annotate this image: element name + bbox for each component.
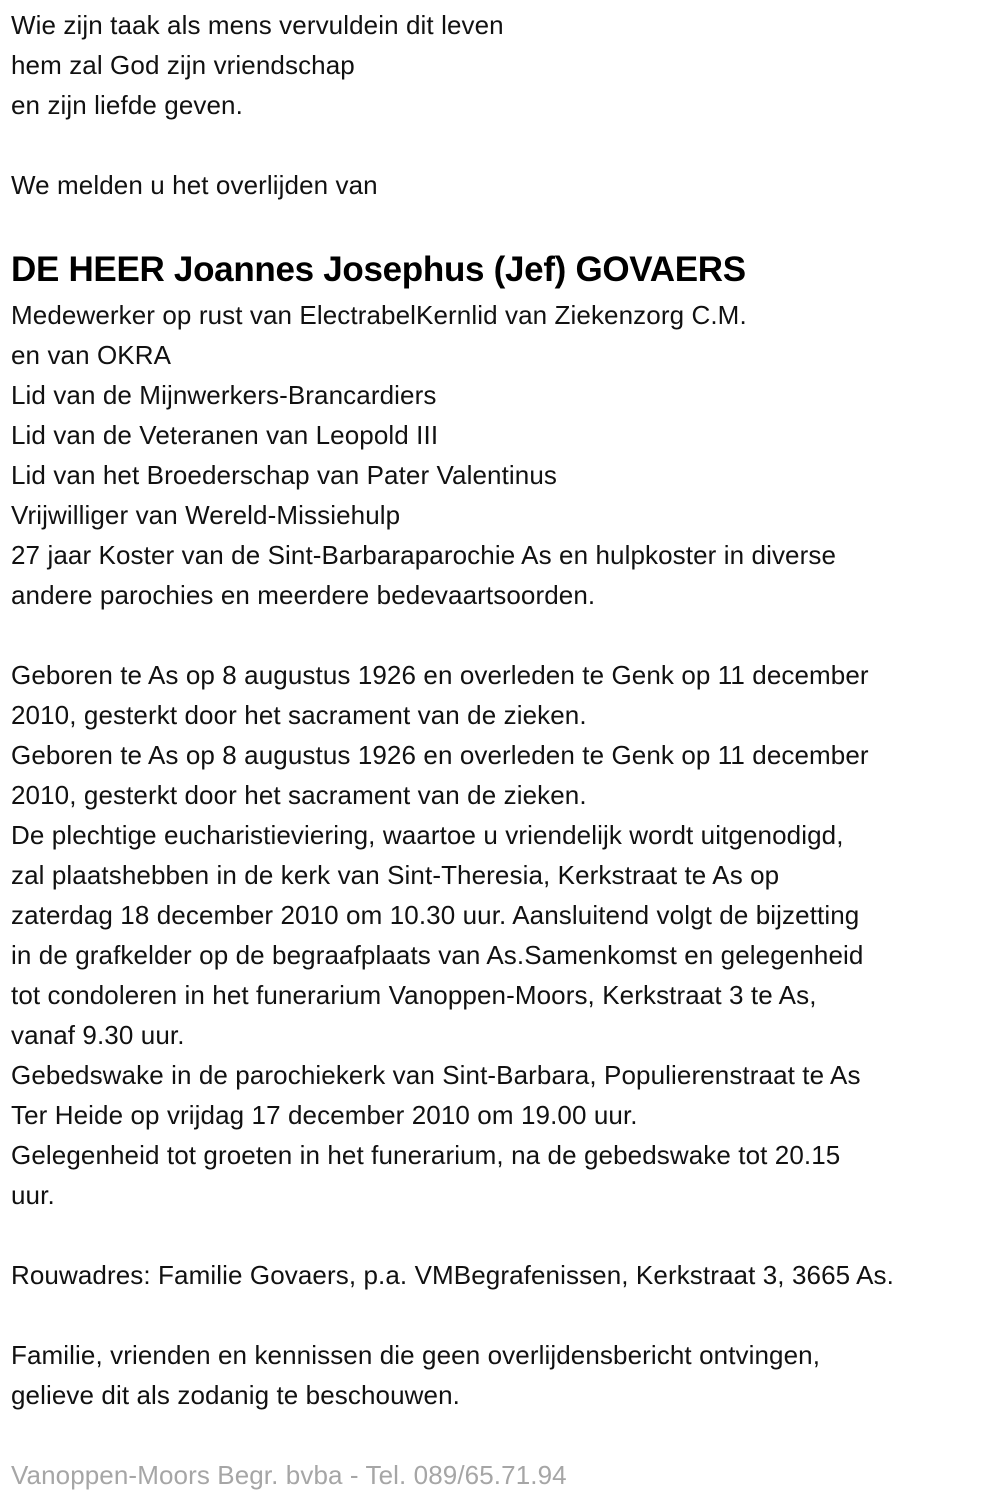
detail-line: Geboren te As op 8 augustus 1926 en overleden te Genk op 11 december [11, 740, 869, 770]
spacer [11, 1415, 996, 1455]
closing [11, 1335, 996, 1415]
role-line: Lid van het Broederschap van Pater Valentinus [11, 460, 558, 490]
spacer [11, 615, 996, 655]
detail-line: Gelegenheid tot groeten in het funerarium, na de gebedswake tot 20.15 [11, 1140, 841, 1170]
spacer [11, 205, 996, 245]
role-line: Vrijwilliger van Wereld-Missiehulp [11, 500, 401, 530]
mourning-address: Rouwadres: Familie Govaers, p.a. VMBegrafenissen, Kerkstraat 3, 3665 As. [11, 1260, 894, 1290]
role-line: Lid van de Veteranen van Leopold III [11, 420, 439, 450]
detail-line: 2010, gesterkt door het sacrament van de zieken. [11, 780, 587, 810]
detail-line: vanaf 9.30 uur. [11, 1020, 185, 1050]
intro-text: We melden u het overlijden van [11, 170, 378, 200]
detail-line: tot condoleren in het funerarium Vanoppen-Moors, Kerkstraat 3 te As, [11, 980, 817, 1010]
detail-line: Geboren te As op 8 augustus 1926 en overleden te Genk op 11 december [11, 660, 869, 690]
spacer [11, 1215, 996, 1255]
poem [11, 5, 996, 125]
detail-line: De plechtige eucharistieviering, waartoe u vriendelijk wordt uitgenodigd, [11, 820, 844, 850]
poem-line: Wie zijn taak als mens vervuldein dit leven [11, 10, 504, 40]
detail-line: zaterdag 18 december 2010 om 10.30 uur. Aansluitend volgt de bijzetting [11, 900, 860, 930]
role-line: en van OKRA [11, 340, 172, 370]
detail-line: 2010, gesterkt door het sacrament van de zieken. [11, 700, 587, 730]
poem-line: en zijn liefde geven. [11, 90, 243, 120]
role-line: 27 jaar Koster van de Sint-Barbaraparochie As en hulpkoster in diverse [11, 540, 837, 570]
spacer [11, 125, 996, 165]
detail-line: zal plaatshebben in de kerk van Sint-Theresia, Kerkstraat te As op [11, 860, 780, 890]
closing-line: Familie, vrienden en kennissen die geen overlijdensbericht ontvingen, [11, 1340, 821, 1370]
death-notice [11, 5, 996, 1495]
detail-line: Gebedswake in de parochiekerk van Sint-Barbara, Populierenstraat te As [11, 1060, 861, 1090]
detail-line: uur. [11, 1180, 55, 1210]
detail-line: in de grafkelder op de begraafplaats van As.Samenkomst en gelegenheid [11, 940, 864, 970]
role-line: Medewerker op rust van ElectrabelKernlid van Ziekenzorg C.M. [11, 300, 747, 330]
spacer [11, 1295, 996, 1335]
details [11, 655, 996, 1215]
role-line: Lid van de Mijnwerkers-Brancardiers [11, 380, 437, 410]
roles [11, 295, 996, 615]
detail-line: Ter Heide op vrijdag 17 december 2010 om 19.00 uur. [11, 1100, 638, 1130]
poem-line: hem zal God zijn vriendschap [11, 50, 355, 80]
funeral-home-footer: Vanoppen-Moors Begr. bvba - Tel. 089/65.71.94 [11, 1460, 567, 1490]
deceased-name: DE HEER Joannes Josephus (Jef) GOVAERS [11, 250, 746, 289]
role-line: andere parochies en meerdere bedevaartsoorden. [11, 580, 596, 610]
closing-line: gelieve dit als zodanig te beschouwen. [11, 1380, 460, 1410]
